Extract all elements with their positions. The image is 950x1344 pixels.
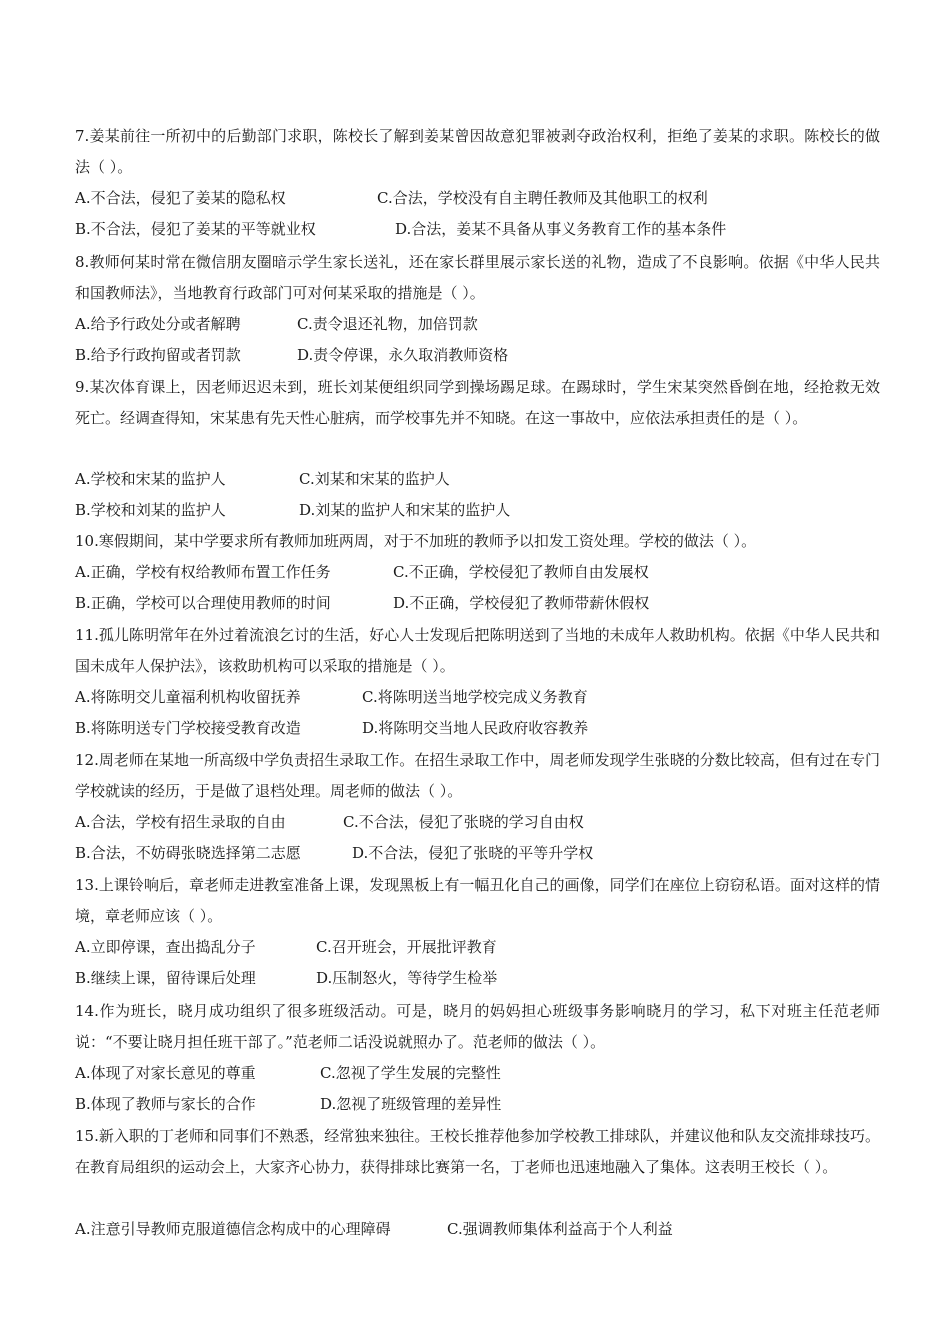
question-12-options-row-1 <box>75 807 880 838</box>
question-10-options-row-2 <box>75 588 880 619</box>
question-7-option-a: A.不合法，侵犯了姜某的隐私权 <box>75 189 286 207</box>
question-9-option-d: D.刘某的监护人和宋某的监护人 <box>299 501 511 519</box>
question-10-option-c: C.不正确，学校侵犯了教师自由发展权 <box>393 563 649 581</box>
question-7-option-b: B.不合法，侵犯了姜某的平等就业权 <box>75 220 316 238</box>
question-15-option-c: C.强调教师集体利益高于个人利益 <box>447 1220 673 1238</box>
question-11-stem: 11.孤儿陈明常年在外过着流浪乞讨的生活，好心人士发现后把陈明送到了当地的未成年人救助机构。依据《中华人民共和国未成年人保护法》，该救助机构可以采取的措施是（ ）。 <box>75 626 880 675</box>
question-12-option-c: C.不合法，侵犯了张晓的学习自由权 <box>343 813 584 831</box>
question-13-options-row-1 <box>75 932 880 963</box>
question-9-options-row-2 <box>75 495 880 526</box>
question-9-option-b: B.学校和刘某的监护人 <box>75 501 226 519</box>
question-14-option-a: A.体现了对家长意见的尊重 <box>75 1064 256 1082</box>
question-11-option-b: B.将陈明送专门学校接受教育改造 <box>75 719 301 737</box>
question-14-option-d: D.忽视了班级管理的差异性 <box>320 1095 502 1113</box>
question-12-option-d: D.不合法，侵犯了张晓的平等升学权 <box>352 844 594 862</box>
question-13-option-c: C.召开班会，开展批评教育 <box>316 938 497 956</box>
question-8-option-c: C.责令退还礼物，加倍罚款 <box>297 315 478 333</box>
question-8-option-a: A.给予行政处分或者解聘 <box>75 315 241 333</box>
question-10-options-row-1 <box>75 557 880 588</box>
question-7-stem: 7.姜某前往一所初中的后勤部门求职，陈校长了解到姜某曾因故意犯罪被剥夺政治权利，拒绝了姜某的求职。陈校长的做法（ ）。 <box>75 127 880 176</box>
question-9-stem: 9.某次体育课上，因老师迟迟未到，班长刘某便组织同学到操场踢足球。在踢球时，学生宋某突然昏倒在地，经抢救无效死亡。经调查得知，宋某患有先天性心脏病，而学校事先并不知晓。在这一事故中，应依法承担责任的是（ ）。 <box>75 378 880 427</box>
question-12-options-row-2 <box>75 838 880 869</box>
question-11-option-a: A.将陈明交儿童福利机构收留抚养 <box>75 688 301 706</box>
question-10-option-a: A.正确，学校有权给教师布置工作任务 <box>75 563 331 581</box>
question-13-option-a: A.立即停课，查出捣乱分子 <box>75 938 256 956</box>
question-7-options-row-1 <box>75 183 880 214</box>
question-13-options-row-2 <box>75 963 880 994</box>
question-14-stem: 14.作为班长，晓月成功组织了很多班级活动。可是，晓月的妈妈担心班级事务影响晓月的学习，私下对班主任范老师说：“不要让晓月担任班干部了。”范老师二话没说就照办了。范老师的做法（ ）。 <box>75 1002 880 1051</box>
question-7-options-row-2 <box>75 214 880 245</box>
question-7-option-c: C.合法，学校没有自主聘任教师及其他职工的权利 <box>377 189 708 207</box>
question-15-stem: 15.新入职的丁老师和同事们不熟悉，经常独来独往。王校长推荐他参加学校教工排球队，并建议他和队友交流排球技巧。在教育局组织的运动会上，大家齐心协力，获得排球比赛第一名，丁老师也迅速地融入了集体。这表明王校长（ ）。 <box>75 1127 880 1176</box>
question-11-option-c: C.将陈明送当地学校完成义务教育 <box>362 688 588 706</box>
question-11-options-row-1 <box>75 682 880 713</box>
question-11-option-d: D.将陈明交当地人民政府收容教养 <box>362 719 589 737</box>
question-12-stem: 12.周老师在某地一所高级中学负责招生录取工作。在招生录取工作中，周老师发现学生张晓的分数比较高，但有过在专门学校就读的经历，于是做了退档处理。周老师的做法（ ）。 <box>75 751 880 800</box>
question-10-option-b: B.正确，学校可以合理使用教师的时间 <box>75 594 331 612</box>
question-8-option-d: D.责令停课，永久取消教师资格 <box>297 346 509 364</box>
question-14-option-c: C.忽视了学生发展的完整性 <box>320 1064 501 1082</box>
question-14-options-row-1 <box>75 1058 880 1089</box>
question-9-option-c: C.刘某和宋某的监护人 <box>299 470 450 488</box>
question-15-options-row-1 <box>75 1214 880 1245</box>
question-14-option-b: B.体现了教师与家长的合作 <box>75 1095 256 1113</box>
question-11-options-row-2 <box>75 713 880 744</box>
question-10-option-d: D.不正确，学校侵犯了教师带薪休假权 <box>393 594 650 612</box>
question-8-options-row-2 <box>75 340 880 371</box>
question-13-option-b: B.继续上课，留待课后处理 <box>75 969 256 987</box>
question-15-option-a: A.注意引导教师克服道德信念构成中的心理障碍 <box>75 1220 391 1238</box>
question-8-options-row-1 <box>75 309 880 340</box>
question-8-stem: 8.教师何某时常在微信朋友圈暗示学生家长送礼，还在家长群里展示家长送的礼物，造成了不良影响。依据《中华人民共和国教师法》，当地教育行政部门可对何某采取的措施是（ ）。 <box>75 253 880 302</box>
question-14-options-row-2 <box>75 1089 880 1120</box>
question-9-option-a: A.学校和宋某的监护人 <box>75 470 226 488</box>
question-13-option-d: D.压制怒火，等待学生检举 <box>316 969 498 987</box>
question-13-stem: 13.上课铃响后，章老师走进教室准备上课，发现黑板上有一幅丑化自己的画像，同学们在座位上窃窃私语。面对这样的情境，章老师应该（ ）。 <box>75 876 880 925</box>
question-12-option-b: B.合法，不妨碍张晓选择第二志愿 <box>75 844 301 862</box>
question-10-stem: 10.寒假期间，某中学要求所有教师加班两周，对于不加班的教师予以扣发工资处理。学校的做法（ ）。 <box>75 532 757 550</box>
question-8-option-b: B.给予行政拘留或者罚款 <box>75 346 241 364</box>
question-9-options-row-1 <box>75 464 880 495</box>
question-12-option-a: A.合法，学校有招生录取的自由 <box>75 813 286 831</box>
question-7-option-d: D.合法，姜某不具备从事义务教育工作的基本条件 <box>395 220 727 238</box>
